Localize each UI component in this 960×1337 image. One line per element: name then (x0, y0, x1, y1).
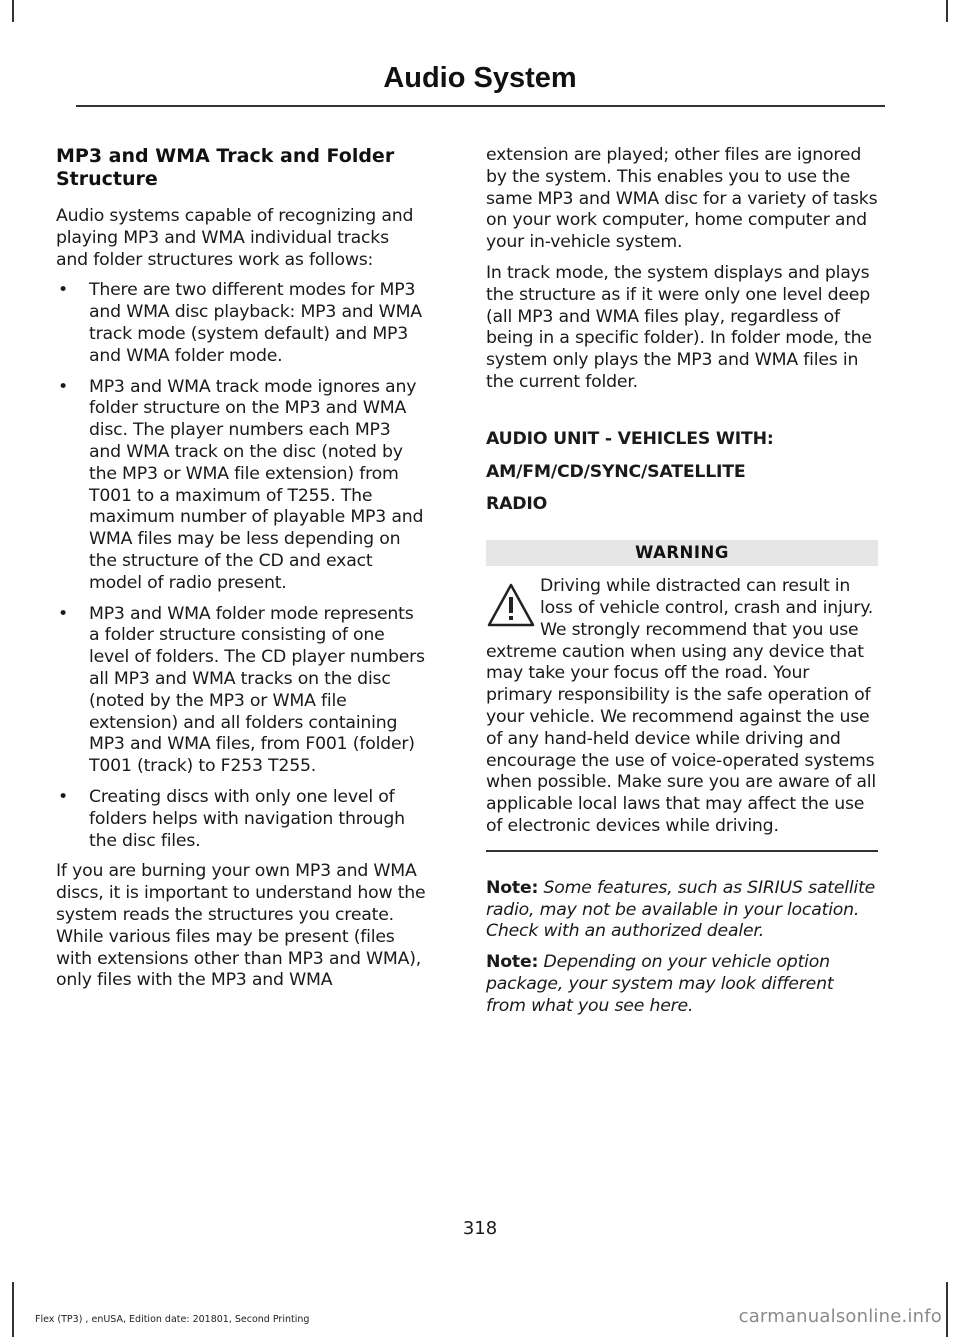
note-package (486, 952, 878, 1017)
list-item: • MP3 and WMA folder mode represents a folder structure consisting of one level of folders. The CD player numbers all MP3 and WMA tracks on the disc (noted by the MP3 or WMA file extension) and all folders containing MP3 and WMA files, from F001 (folder) T001 (track) to F253 T255. (56, 604, 426, 778)
warning-triangle-icon (486, 582, 536, 632)
crop-mark-top-right (946, 0, 948, 22)
warning-box (486, 576, 878, 838)
mode-bullet-list (56, 280, 426, 852)
edition-footer: Flex (TP3) , enUSA, Edition date: 201801, Second Printing (35, 1314, 310, 1325)
audio-unit-heading-line3: RADIO (486, 494, 548, 515)
continued-paragraph: extension are played; other files are ignored by the system. This enables you to use the same MP3 and WMA disc for a variety of tasks on your work computer, home computer and your in-vehicle system. (486, 145, 878, 253)
audio-unit-heading-line2: AM/FM/CD/SYNC/SATELLITE (486, 461, 746, 482)
list-item: • There are two different modes for MP3 and WMA disc playback: MP3 and WMA track mode (system default) and MP3 and WMA folder mode. (56, 280, 426, 367)
note-sirius (486, 878, 878, 943)
right-column (486, 145, 878, 1027)
list-item: • Creating discs with only one level of folders helps with navigation through the disc files. (56, 787, 426, 852)
note-label: Note: (486, 877, 539, 898)
left-column (56, 145, 426, 1001)
track-mode-paragraph: In track mode, the system displays and plays the structure as if it were only one level deep (all MP3 and WMA files play, regardless of being in a specific folder). In folder mode, the system only plays the MP3 and WMA files in the current folder. (486, 262, 872, 392)
note-text: Some features, such as SIRIUS satellite radio, may not be available in your location. Check with an authorized dealer. (486, 877, 876, 942)
crop-mark-bottom-right (946, 1282, 948, 1337)
note-label: Note: (486, 952, 539, 973)
crop-mark-bottom-left (12, 1282, 14, 1337)
page-header-title: Audio System (383, 62, 577, 94)
list-item: • MP3 and WMA track mode ignores any folder structure on the MP3 and WMA disc. The player numbers each MP3 and WMA track on the disc (noted by the MP3 or WMA file extension) from T001 to a maximum of T255. The maximum number of playable MP3 and WMA files may be less depending on the structure of the CD and exact model of radio present. (56, 377, 426, 595)
warning-text: Driving while distracted can result in loss of vehicle control, crash and injury. We strongly recommend that you use extreme caution when using any device that may take your focus off the road. Your primary responsibility is the safe operation of your vehicle. We recommend against the use of any hand-held device while driving and encourage the use of voice-operated systems when possible. Make sure you are aware of all applicable local laws that may affect the use of electronic devices while driving. (486, 576, 876, 836)
page-number: 318 (462, 1218, 498, 1239)
watermark: carmanualsonline.info (738, 1306, 942, 1327)
header-rule (76, 105, 885, 107)
note-text: Depending on your vehicle option package, your system may look different from what you see here. (486, 952, 834, 1016)
closing-paragraph: If you are burning your own MP3 and WMA discs, it is important to understand how the system reads the structures you create. While various files may be present (files with extensions other than MP3 and WMA), only files with the MP3 and WMA (56, 861, 426, 991)
crop-mark-top-left (12, 0, 14, 22)
intro-paragraph: Audio systems capable of recognizing and playing MP3 and WMA individual tracks and folder structures work as follows: (56, 206, 414, 270)
warning-label: WARNING (486, 540, 878, 566)
section-heading-mp3-structure: MP3 and WMA Track and Folder Structure (56, 145, 395, 190)
audio-unit-heading-line1: AUDIO UNIT - VEHICLES WITH: (486, 428, 774, 449)
